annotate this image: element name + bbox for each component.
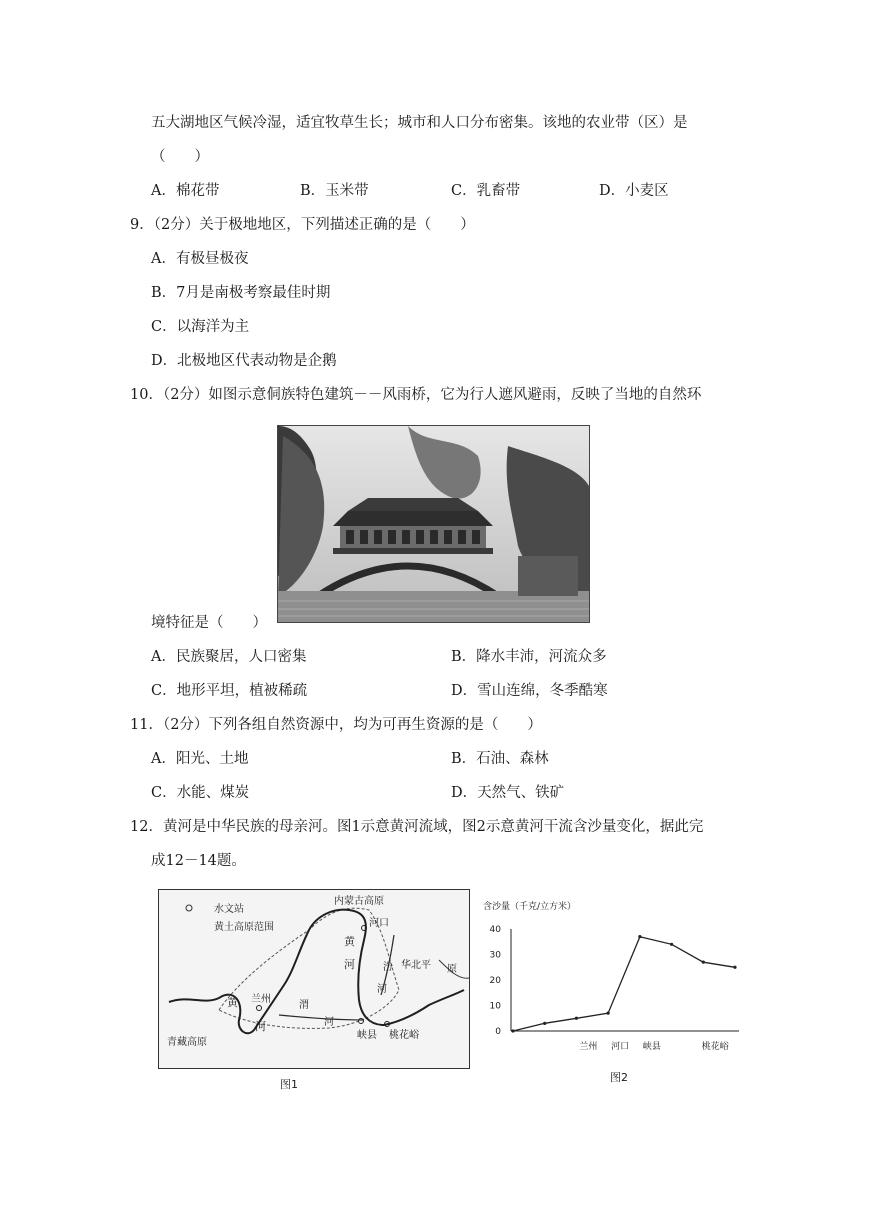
- label-lanzhou: 兰州: [251, 994, 271, 1005]
- fig2-caption: 图2: [610, 1071, 628, 1084]
- sediment-chart: [477, 889, 745, 1069]
- q11-option-c: C．水能、煤炭: [151, 785, 250, 801]
- label-qinghai-tibet: 青藏高原: [167, 1037, 207, 1048]
- y-tick-label: 20: [489, 976, 501, 986]
- fig1-caption: 图1: [280, 1078, 298, 1091]
- q8-option-b: B．玉米带: [300, 183, 369, 199]
- sediment-point: [511, 1029, 514, 1032]
- label-huang-upper: 黄: [227, 996, 238, 1009]
- x-tick-label: 桃花峪: [701, 1042, 729, 1052]
- y-tick-label: 0: [495, 1027, 501, 1037]
- sediment-point: [575, 1017, 578, 1020]
- q8-stem-line1: 五大湖地区气候冷湿，适宜牧草生长；城市和人口分布密集。该地的农业带（区）是: [151, 115, 688, 131]
- label-huang: 黄: [344, 935, 355, 948]
- label-shanxian: 峡县: [357, 1030, 377, 1041]
- y-tick-label: 10: [489, 1001, 501, 1012]
- q9-option-d: D．北极地区代表动物是企鹅: [151, 353, 337, 369]
- label-hekou: 河口: [369, 918, 389, 929]
- bridge-illustration: [278, 426, 589, 622]
- q11-option-a: A．阳光、土地: [151, 751, 249, 767]
- label-he: 河: [344, 958, 355, 971]
- x-tick-label: 河口: [611, 1042, 630, 1052]
- sediment-point: [702, 961, 705, 964]
- q9-option-b: B．7月是南极考察最佳时期: [151, 285, 331, 301]
- q10-option-c: C．地形平坦，植被稀疏: [151, 683, 308, 699]
- q10-stem-line2: 境特征是（ ）: [151, 615, 267, 631]
- q9-stem: 9．（2分）关于极地地区，下列描述正确的是（ ）: [130, 217, 475, 233]
- y-tick-label: 40: [489, 925, 501, 935]
- label-inner-mongolia: 内蒙古高原: [334, 896, 384, 907]
- legend-loess-plateau: 黄土高原范围: [214, 922, 274, 933]
- sediment-point: [543, 1022, 546, 1025]
- label-wei-he: 河: [324, 1017, 334, 1028]
- q9-option-c: C．以海洋为主: [151, 319, 250, 335]
- x-tick-label: 峡县: [642, 1042, 661, 1052]
- label-he-upper: 河: [255, 1020, 266, 1033]
- q10-stem-line1: 10．（2分）如图示意侗族特色建筑－－风雨桥，它为行人遮风避雨，反映了当地的自然环: [130, 387, 702, 403]
- x-tick-label: 兰州: [579, 1042, 598, 1052]
- station-legend-icon: [186, 905, 192, 911]
- q11-option-b: B．石油、森林: [451, 751, 549, 767]
- sediment-point: [607, 1012, 610, 1015]
- q8-option-c: C．乳畜带: [451, 183, 521, 199]
- wind-rain-bridge-photo: [277, 425, 590, 623]
- label-yuan: 原: [447, 964, 457, 975]
- q10-option-d: D．雪山连绵，冬季酷寒: [451, 683, 608, 699]
- q11-option-d: D．天然气、铁矿: [451, 785, 565, 801]
- label-taohuayu: 桃花峪: [389, 1030, 419, 1041]
- q8-option-a: A．棉花带: [151, 183, 220, 199]
- q8-stem-line2: （ ）: [151, 149, 209, 165]
- sediment-point: [733, 966, 736, 969]
- chart-ylabel: 含沙量（千克/立方米）: [483, 902, 577, 912]
- q10-option-b: B．降水丰沛，河流众多: [451, 649, 607, 665]
- q9-option-a: A．有极昼极夜: [151, 251, 249, 267]
- q11-stem: 11．（2分）下列各组自然资源中，均为可再生资源的是（ ）: [130, 717, 542, 733]
- label-fen-he: 河: [377, 984, 387, 995]
- q12-stem-line1: 12．黄河是中华民族的母亲河。图1示意黄河流域，图2示意黄河干流含沙量变化，据此完: [130, 819, 704, 835]
- q10-option-a: A．民族聚居，人口密集: [151, 649, 307, 665]
- label-north-china: 华北平: [401, 960, 431, 971]
- y-tick-label: 30: [489, 950, 501, 961]
- q12-stem-line2: 成12－14题。: [151, 853, 246, 869]
- sediment-point: [638, 935, 641, 938]
- sediment-point: [670, 943, 673, 946]
- label-fen: 汾: [383, 962, 393, 973]
- q8-option-d: D．小麦区: [599, 183, 669, 199]
- sediment-line: [513, 937, 735, 1031]
- label-wei: 渭: [299, 1000, 309, 1011]
- legend-station: 水文站: [214, 904, 244, 915]
- yellow-river-basin-map: [158, 889, 470, 1069]
